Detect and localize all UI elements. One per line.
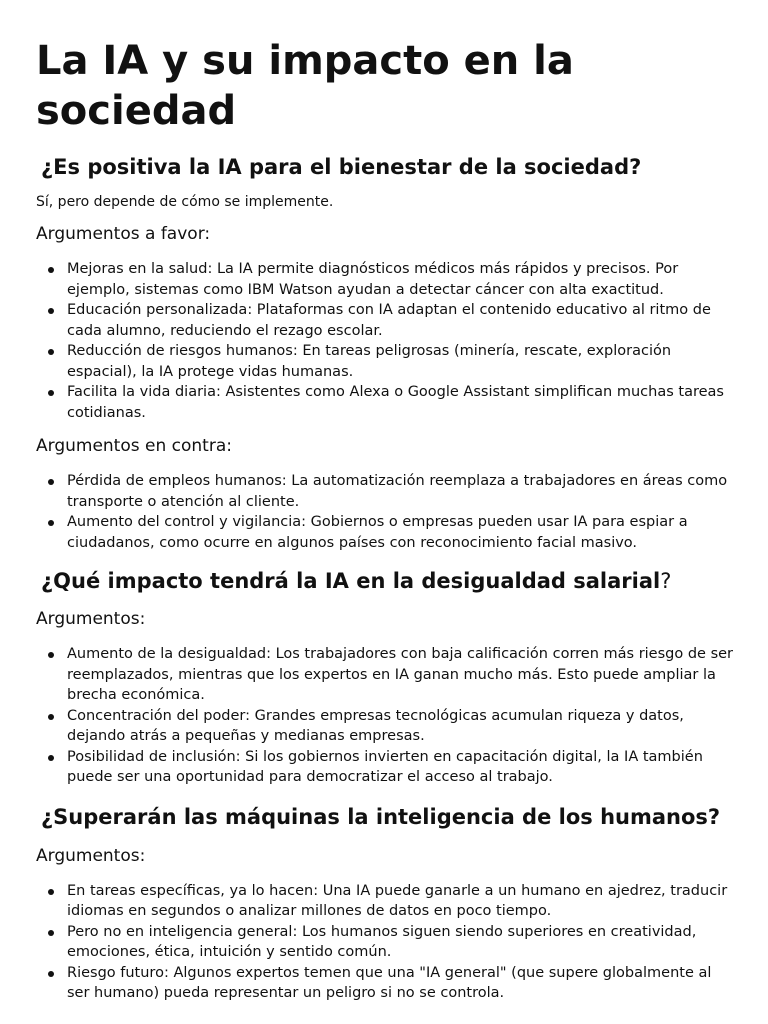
section-1-answer: Sí, pero depende de cómo se implemente.: [36, 194, 334, 210]
list-item: Facilita la vida diaria: Asistentes como Alexa o Google Assistant simplifican muchas tareas cotidianas.: [36, 382, 738, 423]
section-3-args-heading: Argumentos:: [36, 845, 146, 866]
section-2-question: [41, 567, 738, 595]
section-2-question-text: ¿Qué impacto tendrá la IA en la desigualdad salarial: [41, 569, 661, 593]
list-item: Riesgo futuro: Algunos expertos temen que una "IA general" (que supere globalmente al ser humano) pueda representar un peligro si no se controla.: [36, 963, 738, 1004]
section-1-contra-list: [36, 471, 738, 553]
list-item: En tareas específicas, ya lo hacen: Una IA puede ganarle a un humano en ajedrez, traducir idiomas en segundos o analizar millones de datos en poco tiempo.: [36, 881, 738, 922]
section-2-args-heading: Argumentos:: [36, 609, 146, 629]
section-1-favor-list: [36, 259, 738, 423]
section-2-question-mark: ?: [660, 569, 672, 593]
list-item: Mejoras en la salud: La IA permite diagnósticos médicos más rápidos y precisos. Por ejemplo, sistemas como IBM Watson ayudan a detectar cáncer con alta exactitud.: [36, 259, 738, 300]
list-item: Aumento del control y vigilancia: Gobiernos o empresas pueden usar IA para espiar a ciudadanos, como ocurre en algunos países con reconocimiento facial masivo.: [36, 512, 738, 553]
list-item: Pérdida de empleos humanos: La automatización reemplaza a trabajadores en áreas como transporte o atención al cliente.: [36, 471, 738, 512]
list-item: Reducción de riesgos humanos: En tareas peligrosas (minería, rescate, exploración espacial), la IA protege vidas humanas.: [36, 341, 738, 382]
section-1-favor-heading: Argumentos a favor:: [36, 224, 211, 244]
list-item: Aumento de la desigualdad: Los trabajadores con baja calificación corren más riesgo de ser reemplazados, mientras que los expertos en IA ganan mucho más. Esto puede ampliar la brecha económica.: [36, 644, 738, 706]
list-item: Concentración del poder: Grandes empresas tecnológicas acumulan riqueza y datos, dejando atrás a pequeñas y medianas empresas.: [36, 706, 738, 747]
section-1-question: ¿Es positiva la IA para el bienestar de la sociedad?: [41, 155, 642, 179]
section-3-list: [36, 881, 738, 1004]
document-title: La IA y su impacto en la sociedad: [36, 38, 574, 134]
list-item: Pero no en inteligencia general: Los humanos siguen siendo superiores en creatividad, emociones, ética, intuición y sentido común.: [36, 922, 738, 963]
section-3-question: ¿Superarán las máquinas la inteligencia de los humanos?: [41, 804, 721, 829]
section-2-list: [36, 644, 738, 788]
section-1-contra-heading: Argumentos en contra:: [36, 436, 232, 456]
list-item: Educación personalizada: Plataformas con IA adaptan el contenido educativo al ritmo de cada alumno, reduciendo el rezago escolar.: [36, 300, 738, 341]
list-item: Posibilidad de inclusión: Si los gobiernos invierten en capacitación digital, la IA también puede ser una oportunidad para democratizar el acceso al trabajo.: [36, 747, 738, 788]
